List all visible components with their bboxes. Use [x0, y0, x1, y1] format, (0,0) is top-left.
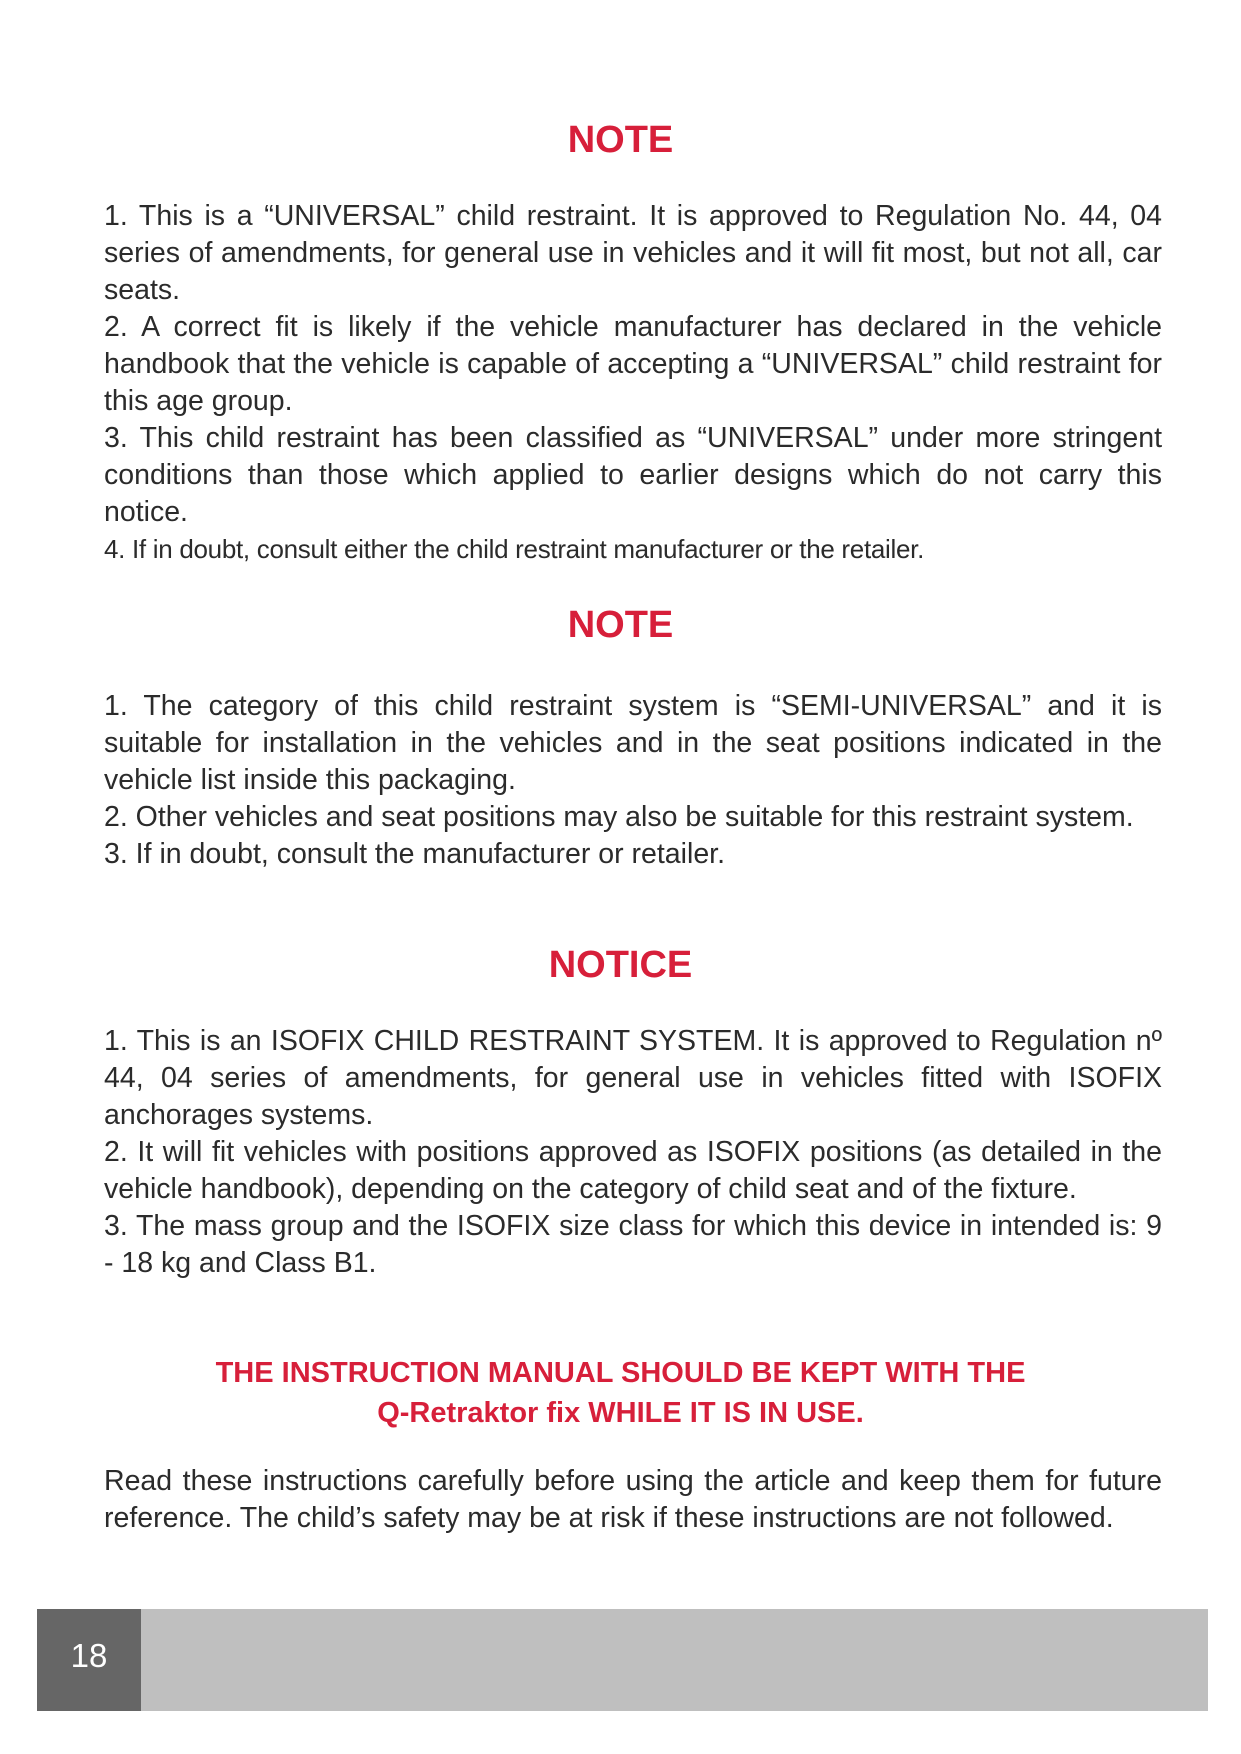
- closing-section: [104, 1463, 1162, 1537]
- note-2-item-2: 2. Other vehicles and seat positions may also be suitable for this restraint system.: [104, 801, 1134, 833]
- note-1-item-2: 2. A correct fit is likely if the vehicle manufacturer has declared in the vehicle handbook that the vehicle is capable of accepting a “UNIVERSAL” child restraint for this age group.: [104, 311, 1162, 417]
- note-heading-2: NOTE: [567, 604, 674, 646]
- keep-manual-warning: [0, 1353, 1241, 1433]
- note-section-2: [104, 688, 1162, 873]
- notice-item-1: 1. This is an ISOFIX CHILD RESTRAINT SYSTEM. It is approved to Regulation nº 44, 04 series of amendments, for general use in vehicles fitted with ISOFIX anchorages systems.: [104, 1025, 1162, 1131]
- footer-bar: [37, 1609, 1208, 1711]
- warning-line-2: Q-Retraktor fix WHILE IT IS IN USE.: [377, 1397, 864, 1429]
- note-2-item-3: 3. If in doubt, consult the manufacturer or retailer.: [104, 838, 726, 870]
- notice-heading: NOTICE: [548, 944, 693, 986]
- notice-item-3: 3. The mass group and the ISOFIX size class for which this device in intended is: 9 - 18 kg and Class B1.: [104, 1210, 1162, 1279]
- note-2-item-1: 1. The category of this child restraint system is “SEMI-UNIVERSAL” and it is suitable for installation in the vehicles and in the seat positions indicated in the vehicle list inside this packaging.: [104, 690, 1162, 796]
- note-1-item-4: 4. If in doubt, consult either the child restraint manufacturer or the retailer.: [104, 534, 924, 564]
- page-number: 18: [37, 1609, 141, 1711]
- note-heading-1: NOTE: [567, 119, 674, 161]
- note-1-item-1: 1. This is a “UNIVERSAL” child restraint. It is approved to Regulation No. 44, 04 series of amendments, for general use in vehicles and it will fit most, but not all, car seats.: [104, 200, 1162, 306]
- closing-paragraph: Read these instructions carefully before using the article and keep them for future reference. The child’s safety may be at risk if these instructions are not followed.: [104, 1465, 1162, 1534]
- notice-item-2: 2. It will fit vehicles with positions approved as ISOFIX positions (as detailed in the vehicle handbook), depending on the category of child seat and of the fixture.: [104, 1136, 1162, 1205]
- warning-line-1: THE INSTRUCTION MANUAL SHOULD BE KEPT WITH THE: [215, 1357, 1026, 1389]
- notice-section: [104, 1023, 1162, 1282]
- note-section-1: [104, 198, 1162, 568]
- note-1-item-3: 3. This child restraint has been classified as “UNIVERSAL” under more stringent conditions than those which applied to earlier designs which do not carry this notice.: [104, 422, 1162, 528]
